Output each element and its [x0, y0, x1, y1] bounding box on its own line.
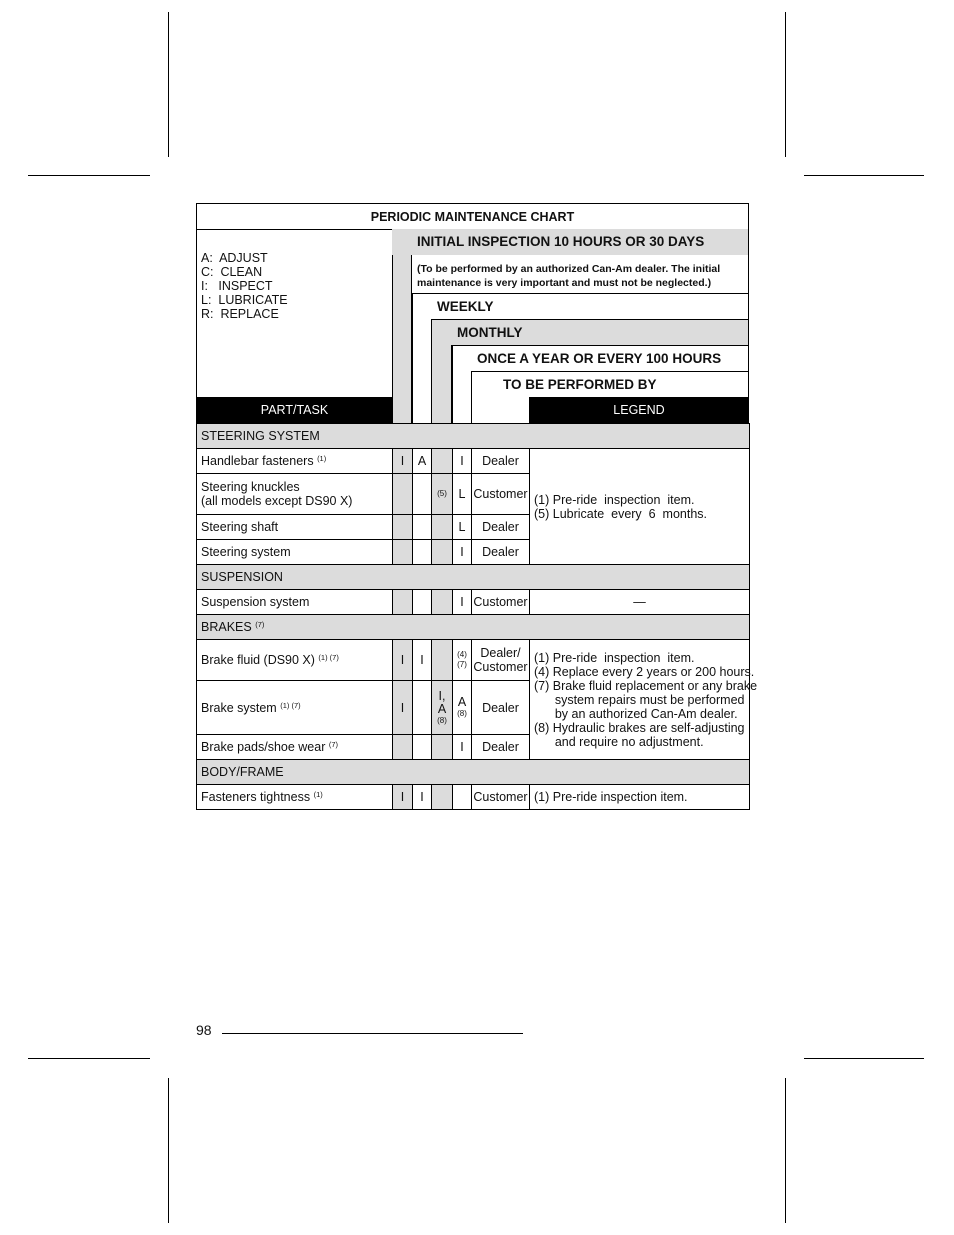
yearly-cell: L — [453, 515, 472, 540]
task-cell: Handlebar fasteners $^{(1)}$ — [197, 449, 393, 474]
code-list — [201, 251, 288, 321]
monthly-cell: (5) — [432, 474, 453, 515]
initial-cell — [393, 474, 413, 515]
header-yearly: ONCE A YEAR OR EVERY 100 HOURS — [452, 345, 749, 372]
monthly-cell — [432, 640, 453, 681]
performed-by-cell: Dealer/ Customer — [472, 640, 530, 681]
yearly-cell: A (8) — [453, 681, 472, 735]
initial-column-stub — [392, 255, 412, 423]
legend-cell: (1) Pre-ride inspection item. (5) Lubricate every 6 months. — [530, 449, 750, 565]
task-cell: Brake pads/shoe wear $^{(7)}$ — [197, 735, 393, 760]
code-adjust: A: ADJUST — [201, 251, 268, 265]
initial-cell: I — [393, 785, 413, 810]
crop-mark — [785, 1078, 786, 1223]
monthly-cell: I, A (8) — [432, 681, 453, 735]
part-task-label: PART/TASK — [196, 397, 393, 423]
weekly-cell: I — [413, 640, 432, 681]
performed-by-cell: Customer — [472, 785, 530, 810]
chart-body — [196, 423, 758, 810]
task-cell: Suspension system — [197, 590, 393, 615]
crop-mark — [785, 12, 786, 157]
initial-cell — [393, 515, 413, 540]
task-cell: Brake fluid (DS90 X) $^{(1) (7)}$ — [197, 640, 393, 681]
code-replace: R: REPLACE — [201, 307, 279, 321]
crop-mark — [28, 175, 150, 176]
section-suspension — [197, 565, 750, 590]
initial-cell: I — [393, 681, 413, 735]
code-inspect: I: INSPECT — [201, 279, 273, 293]
weekly-cell — [413, 735, 432, 760]
initial-cell — [393, 540, 413, 565]
initial-cell — [393, 590, 413, 615]
task-cell: Steering knuckles (all models except DS90 X) — [197, 474, 393, 515]
monthly-cell — [432, 449, 453, 474]
weekly-cell: I — [413, 785, 432, 810]
performed-by-cell: Dealer — [472, 515, 530, 540]
header-performed-by: TO BE PERFORMED BY — [471, 371, 749, 398]
weekly-cell — [413, 540, 432, 565]
performed-by-cell: Dealer — [472, 681, 530, 735]
performed-by-cell: Dealer — [472, 735, 530, 760]
table-row — [197, 590, 750, 615]
crop-mark — [168, 1078, 169, 1223]
header-weekly: WEEKLY — [412, 293, 749, 320]
monthly-cell — [432, 540, 453, 565]
header-monthly: MONTHLY — [431, 319, 749, 346]
yearly-cell: L — [453, 474, 472, 515]
crop-mark — [804, 175, 924, 176]
legend-cell: — — [530, 590, 750, 615]
monthly-cell — [432, 785, 453, 810]
maintenance-chart — [196, 203, 758, 815]
initial-note: (To be performed by an authorized Can-Am dealer. The initial maintenance is very important and must not be neglected.) — [412, 255, 749, 294]
weekly-cell — [413, 681, 432, 735]
code-clean: C: CLEAN — [201, 265, 263, 279]
legend-label: LEGEND — [529, 397, 749, 423]
legend-cell: (1) Pre-ride inspection item. — [530, 785, 750, 810]
crop-mark — [804, 1058, 924, 1059]
weekly-cell — [413, 474, 432, 515]
task-cell: Brake system $^{(1) (7)}$ — [197, 681, 393, 735]
section-title: STEERING SYSTEM — [197, 424, 750, 449]
yearly-cell: I — [453, 449, 472, 474]
section-steering — [197, 424, 750, 449]
task-cell: Steering system — [197, 540, 393, 565]
chart-title: PERIODIC MAINTENANCE CHART — [196, 203, 749, 230]
legend-cell: (1) Pre-ride inspection item. (4) Replace every 2 years or 200 hours. (7) Brake fluid replacement or any brake system repairs must be performed by an authorized Can-Am dealer. (8) Hydraulic brakes are self-adjusting and require no adjustment. — [530, 640, 750, 760]
performed-by-cell: Customer — [472, 590, 530, 615]
section-title: SUSPENSION — [197, 565, 750, 590]
section-title: BRAKES $^{(7)}$ — [197, 615, 750, 640]
weekly-cell — [413, 590, 432, 615]
table-row — [197, 449, 750, 474]
performed-by-cell: Dealer — [472, 540, 530, 565]
section-title: BODY/FRAME — [197, 760, 750, 785]
table-row — [197, 785, 750, 810]
monthly-cell — [432, 515, 453, 540]
task-cell: Fasteners tightness $^{(1)}$ — [197, 785, 393, 810]
section-body-frame — [197, 760, 750, 785]
performed-by-cell: Customer — [472, 474, 530, 515]
weekly-column-stub — [412, 319, 432, 423]
yearly-cell: I — [453, 735, 472, 760]
footer-rule — [222, 1033, 523, 1034]
monthly-cell — [432, 590, 453, 615]
yearly-cell: (4) (7) — [453, 640, 472, 681]
monthly-cell — [432, 735, 453, 760]
table-row — [197, 640, 750, 681]
yearly-cell: I — [453, 590, 472, 615]
initial-cell: I — [393, 640, 413, 681]
crop-mark — [28, 1058, 150, 1059]
code-lubricate: L: LUBRICATE — [201, 293, 288, 307]
yearly-cell — [453, 785, 472, 810]
yearly-cell: I — [453, 540, 472, 565]
section-brakes — [197, 615, 750, 640]
crop-mark — [168, 12, 169, 157]
yearly-column-stub — [452, 371, 472, 423]
header-initial: INITIAL INSPECTION 10 HOURS OR 30 DAYS — [392, 229, 749, 255]
task-cell: Steering shaft — [197, 515, 393, 540]
performed-by-cell: Dealer — [472, 449, 530, 474]
performed-by-column-stub — [471, 397, 529, 423]
initial-cell: I — [393, 449, 413, 474]
weekly-cell — [413, 515, 432, 540]
weekly-cell: A — [413, 449, 432, 474]
page-number: 98 — [196, 1022, 212, 1038]
initial-cell — [393, 735, 413, 760]
monthly-column-stub — [431, 345, 452, 423]
